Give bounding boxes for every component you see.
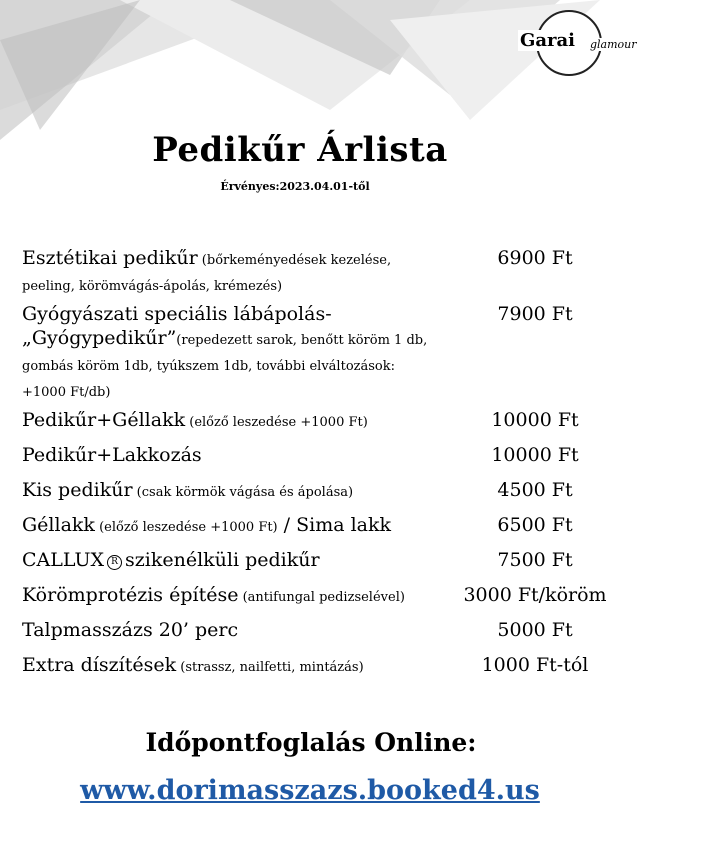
service-name: Körömprotézis építése (22, 584, 239, 606)
service-price: 6500 Ft (497, 514, 573, 536)
service-name-suffix: szikenélküli pedikűr (125, 549, 320, 571)
service-note: (bőrkeményedések kezelése, peeling, körömvágás-ápolás, krémezés) (22, 253, 392, 294)
service-item-gyogypedikur (22, 302, 442, 404)
service-name: Extra díszítések (22, 654, 177, 676)
booking-link[interactable]: www.dorimasszazs.booked4.us (80, 775, 540, 806)
service-price: 4500 Ft (497, 479, 573, 501)
service-price: 10000 Ft (491, 444, 579, 466)
brand-tagline: glamour (590, 38, 637, 51)
service-note: (előző leszedése +1000 Ft) (94, 520, 278, 535)
service-note: (strassz, nailfetti, mintázás) (176, 660, 364, 675)
service-item-pedikur-lakkozas (22, 443, 442, 467)
service-name: Géllakk (22, 514, 95, 536)
service-name: Pedikűr+Lakkozás (22, 444, 202, 466)
service-price: 7900 Ft (497, 303, 573, 325)
service-price: 1000 Ft-tól (481, 654, 589, 676)
service-item-esztetikai-pedikur (22, 246, 442, 298)
service-price: 6900 Ft (497, 247, 573, 269)
service-item-pedikur-gellakk (22, 408, 442, 434)
service-price: 5000 Ft (497, 619, 573, 641)
brand-logo (514, 8, 638, 76)
service-price: 10000 Ft (491, 409, 579, 431)
service-name: CALLUX (22, 549, 104, 571)
service-name: Pedikűr+Géllakk (22, 409, 186, 431)
service-item-kis-pedikur (22, 478, 442, 504)
service-item-talpmasszazs (22, 618, 442, 642)
service-note: (csak körmök vágása és ápolása) (132, 485, 354, 500)
valid-from: Érvényes:2023.04.01-től (220, 180, 370, 193)
service-name: Esztétikai pedikűr (22, 247, 198, 269)
brand-name: Garai (520, 30, 576, 51)
service-note: (előző leszedése +1000 Ft) (185, 415, 368, 430)
service-item-extra-diszitesek (22, 653, 442, 679)
service-name: Gyógyászati speciális lábápolás- „Gyógypedikűr” (22, 303, 332, 349)
service-note: (antifungal pedizselével) (238, 590, 405, 605)
service-name-suffix: / Sima lakk (277, 514, 392, 536)
service-note: (repedezett sarok, benőtt köröm 1 db, gombás köröm 1db, tyúkszem 1db, további elváltozások: +1000 Ft/db) (22, 333, 428, 400)
service-item-callux (22, 548, 442, 572)
booking-heading: Időpontfoglalás Online: (145, 728, 477, 757)
page-title: Pedikűr Árlista (152, 130, 448, 170)
service-name: Kis pedikűr (22, 479, 133, 501)
service-price: 3000 Ft/köröm (463, 584, 607, 606)
service-item-korom-protezis (22, 583, 462, 609)
registered-mark-icon: R (107, 555, 122, 570)
service-price: 7500 Ft (497, 549, 573, 571)
service-name: Talpmasszázs 20’ perc (22, 619, 239, 641)
service-item-gellakk (22, 513, 442, 539)
